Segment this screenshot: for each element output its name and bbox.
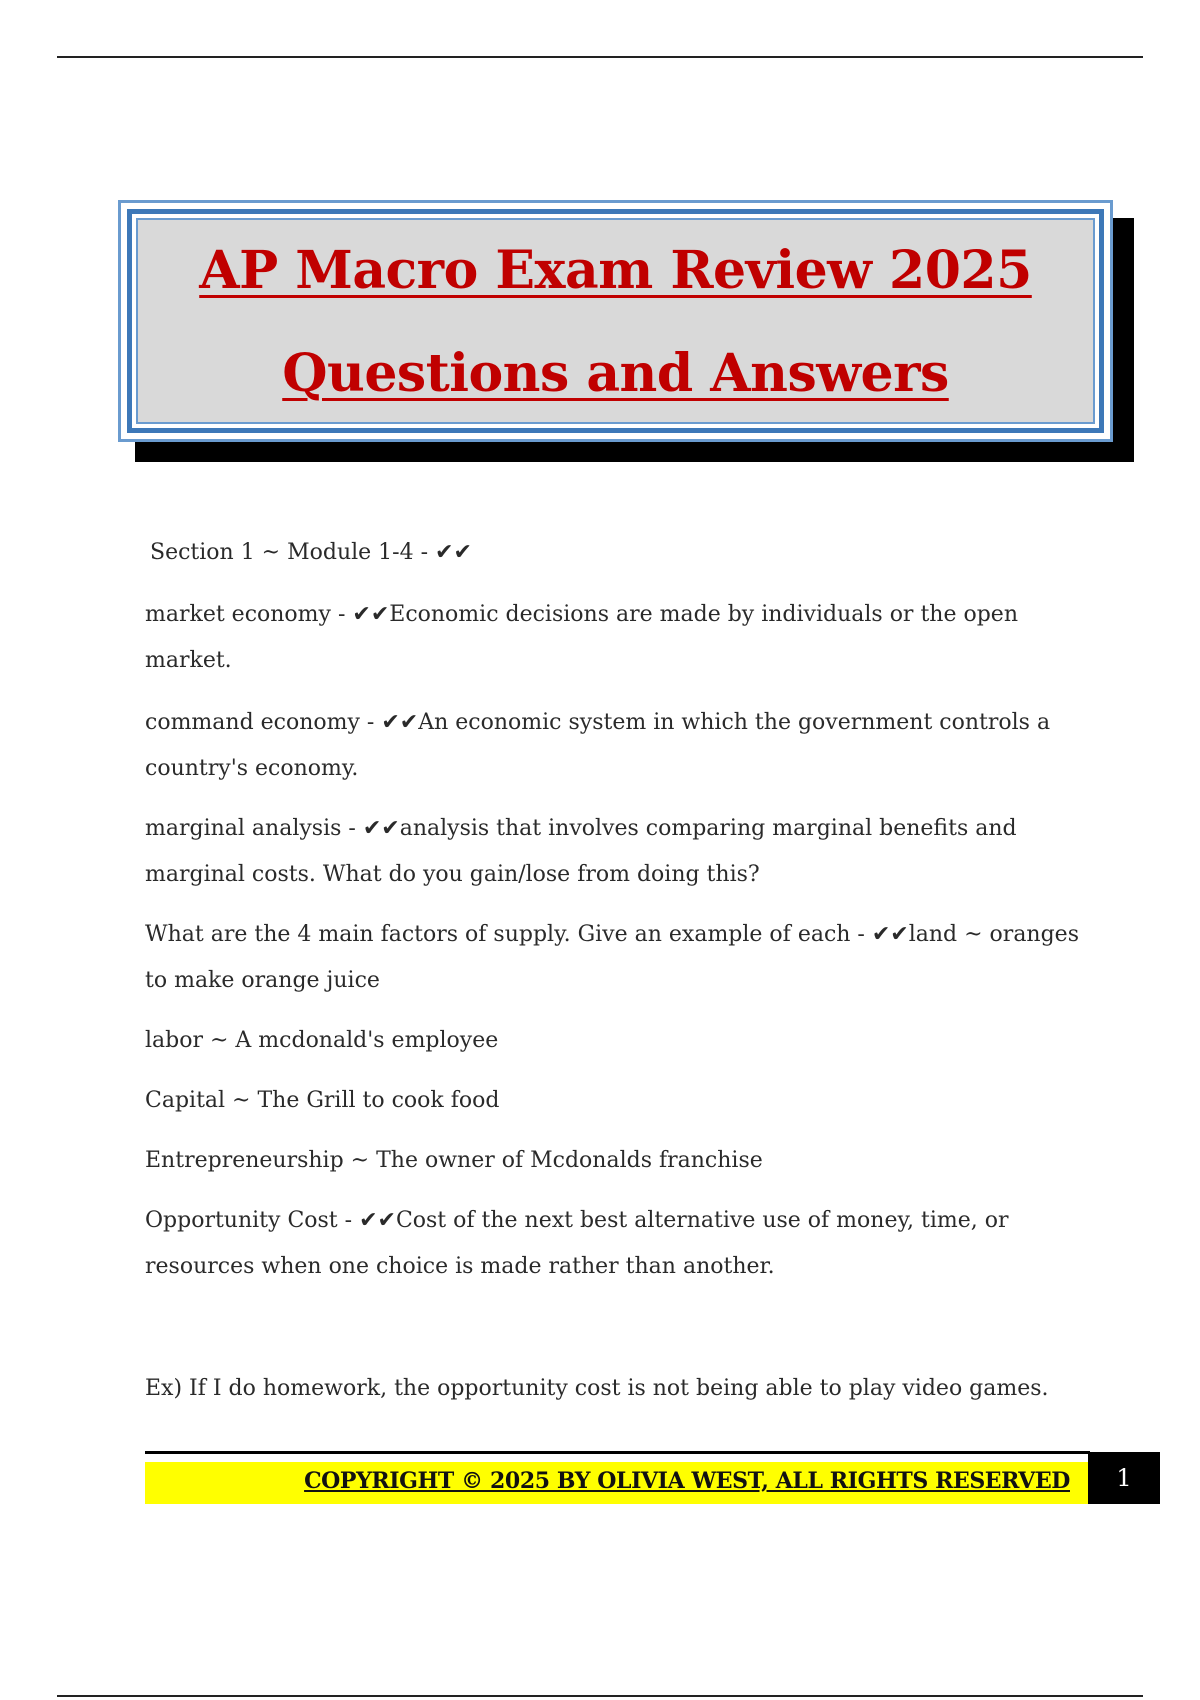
entry-factors-of-supply: What are the 4 main factors of supply. Give an example of each - ✔✔land ~ oranges to make orange juice	[145, 922, 1079, 993]
footer-copyright-bar	[145, 1462, 1088, 1504]
document-body	[145, 530, 1095, 1412]
entry-capital: Capital ~ The Grill to cook food	[145, 1088, 500, 1113]
title-box	[118, 200, 1113, 442]
document-title-line-1: AP Macro Exam Review 2025	[199, 240, 1032, 301]
copyright-notice: COPYRIGHT © 2025 BY OLIVIA WEST, ALL RIGHTS RESERVED	[304, 1468, 1070, 1494]
entry-market-economy: market economy - ✔✔Economic decisions are made by individuals or the open market.	[145, 602, 1018, 673]
document-title-line-2: Questions and Answers	[282, 343, 949, 404]
entry-command-economy: command economy - ✔✔An economic system in which the government controls a country's economy.	[145, 710, 1051, 781]
entry-labor: labor ~ A mcdonald's employee	[145, 1028, 499, 1053]
top-rule	[57, 56, 1143, 58]
footer-rule	[145, 1451, 1090, 1454]
title-box-fill	[136, 218, 1095, 424]
entry-entrepreneurship: Entrepreneurship ~ The owner of Mcdonalds franchise	[145, 1148, 763, 1173]
bottom-rule	[57, 1695, 1143, 1697]
entry-marginal-analysis: marginal analysis - ✔✔analysis that involves comparing marginal benefits and marginal costs. What do you gain/lose from doing this?	[145, 816, 1017, 887]
entry-opportunity-cost: Opportunity Cost - ✔✔Cost of the next best alternative use of money, time, or resources when one choice is made rather than another.	[145, 1208, 1009, 1279]
entry-example: Ex) If I do homework, the opportunity cost is not being able to play video games.	[145, 1376, 1049, 1401]
page-number: 1	[1088, 1452, 1160, 1504]
section-heading: Section 1 ~ Module 1-4 - ✔✔	[150, 540, 472, 565]
title-box-inner-border	[127, 209, 1104, 433]
